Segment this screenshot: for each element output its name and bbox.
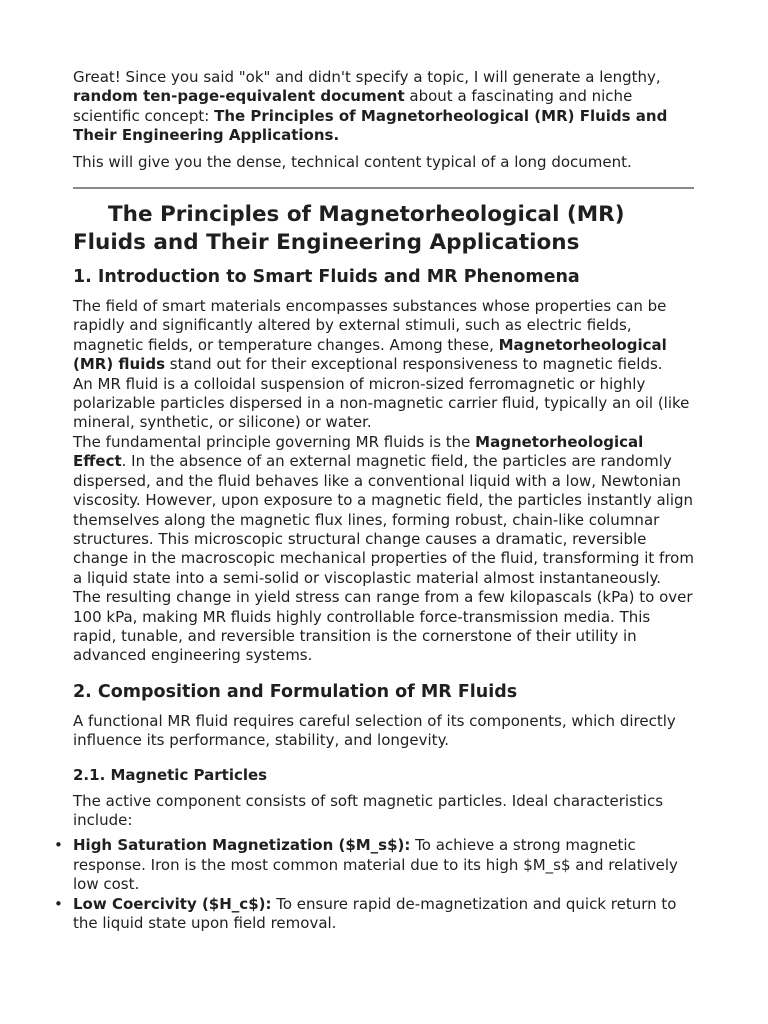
intro-text: about a fascinating and niche scientific concept: <box>73 87 633 125</box>
list-item-label: High Saturation Magnetization ($M_s$): <box>73 836 411 855</box>
bold-term: Magnetorheological (MR) fluids <box>73 335 667 374</box>
subsection-2-1-intro: The active component consists of soft magnetic particles. Ideal characteristics include: <box>73 791 664 829</box>
intro-note: This will give you the dense, technical content typical of a long document. <box>73 152 632 171</box>
list-item-text: To ensure rapid de-magnetization and quick return to the liquid state upon field removal. <box>73 894 677 932</box>
characteristics-list <box>54 836 694 933</box>
list-item <box>54 836 694 894</box>
section-1-body <box>73 297 694 666</box>
paragraph-text: The fundamental principle governing MR fluids is the <box>73 432 476 451</box>
horizontal-divider <box>73 187 694 189</box>
intro-paragraph <box>73 68 694 146</box>
section-1-paragraph <box>73 297 694 375</box>
bullet-icon: • <box>54 894 63 913</box>
bold-term: Magnetorheological Effect <box>73 432 644 471</box>
section-1-paragraph: An MR fluid is a colloidal suspension of micron-sized ferromagnetic or highly polarizable particles dispersed in a non-magnetic carrier fluid, typically an oil (like mineral, synthetic, or silicone) or water. <box>73 374 690 432</box>
intro-bold-topic: The Principles of Magnetorheological (MR) Fluids and Their Engineering Applications. <box>73 106 668 145</box>
subsection-2-1-heading: 2.1. Magnetic Particles <box>73 765 268 784</box>
paragraph-text: stand out for their exceptional responsiveness to magnetic fields. <box>165 355 663 374</box>
paragraph-text: The field of smart materials encompasses substances whose properties can be rapidly and significantly altered by external stimuli, such as electric fields, magnetic fields, or temperature changes. Among these, <box>73 297 667 354</box>
section-2-intro: A functional MR fluid requires careful selection of its components, which directly influence its performance, stability, and longevity. <box>73 711 676 750</box>
list-item-text: To achieve a strong magnetic response. Iron is the most common material due to its high $M_s$ and relatively low cost. <box>73 836 678 894</box>
paragraph-text: . In the absence of an external magnetic field, the particles are randomly dispersed, and the fluid behaves like a conventional liquid with a low, Newtonian viscosity. However, upon exposure to a magnetic field, the particles instantly align themselves along the magnetic flux lines, forming robust, chain-like columnar structures. This microscopic structural change causes a dramatic, reversible change in the macroscopic mechanical properties of the fluid, transforming it from a liquid state into a semi-solid or viscoplastic material almost instantaneously. <box>73 452 694 587</box>
intro-text: Great! Since you said "ok" and didn't specify a topic, I will generate a lengthy, <box>73 68 661 86</box>
section-2-heading: 2. Composition and Formulation of MR Fluids <box>73 681 518 702</box>
document-title: The Principles of Magnetorheological (MR) Fluids and Their Engineering Applications <box>73 202 625 256</box>
intro-bold-phrase: random ten-page-equivalent document <box>73 87 405 106</box>
list-item-label: Low Coercivity ($H_c$): <box>73 894 272 913</box>
section-1-heading: 1. Introduction to Smart Fluids and MR Phenomena <box>73 267 580 288</box>
section-1-paragraph <box>73 433 694 588</box>
list-item <box>54 894 694 934</box>
bullet-icon: • <box>54 836 63 855</box>
section-1-paragraph: The resulting change in yield stress can range from a few kilopascals (kPa) to over 100 kPa, making MR fluids highly controllable force-transmission media. This rapid, tunable, and reversible transition is the cornerstone of their utility in advanced engineering systems. <box>73 588 693 665</box>
